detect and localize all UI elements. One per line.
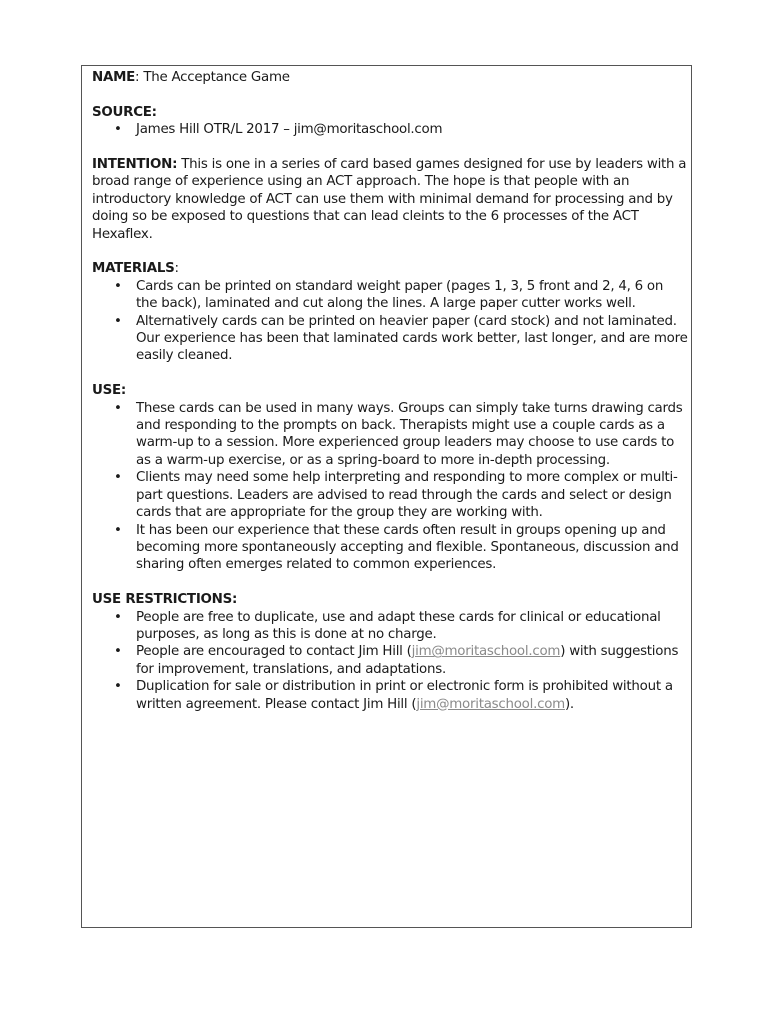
document-body xyxy=(92,69,688,730)
restrictions-item xyxy=(92,643,688,678)
restrictions-section xyxy=(92,591,688,713)
restrictions-text: ) with suggestions for improvement, translations, and adaptations. xyxy=(136,644,679,677)
use-list xyxy=(92,400,688,574)
restrictions-list xyxy=(92,609,688,713)
materials-heading-line xyxy=(92,260,688,277)
materials-heading: MATERIALS xyxy=(92,261,175,277)
name-label: NAME xyxy=(92,70,136,85)
intention-paragraph xyxy=(92,156,688,243)
intention-label: INTENTION: xyxy=(92,157,178,172)
use-item: • Clients may need some help interpreting and responding to more complex or multi-part questions. Leaders are advised to read through the cards and select or design cards that are appropriate for the group they are working with. xyxy=(92,469,688,521)
email-link[interactable]: jim@moritaschool.com xyxy=(411,644,561,660)
use-section xyxy=(92,382,688,573)
source-item: • James Hill OTR/L 2017 – jim@moritaschool.com xyxy=(92,121,688,138)
restrictions-text: People are encouraged to contact Jim Hill ( xyxy=(136,644,412,660)
name-line xyxy=(92,69,688,86)
email-link[interactable]: jim@moritaschool.com xyxy=(416,696,565,712)
materials-item: • Cards can be printed on standard weight paper (pages 1, 3, 5 front and 2, 4, 6 on the back), laminated and cut along the lines. A large paper cutter works well. xyxy=(92,278,688,313)
use-item: • These cards can be used in many ways. Groups can simply take turns drawing cards and responding to the prompts on back. Therapists might use a couple cards as a warm-up to a session. More experienced group leaders may choose to use cards to as a warm-up exercise, or as a spring-board to more in-depth processing. xyxy=(92,400,688,470)
materials-list xyxy=(92,278,688,365)
name-section xyxy=(92,69,688,86)
source-section xyxy=(92,104,688,139)
use-item: • It has been our experience that these cards often result in groups opening up and becoming more spontaneously accepting and flexible. Spontaneous, discussion and sharing often emerges related to common experiences. xyxy=(92,522,688,574)
name-value: : The Acceptance Game xyxy=(135,70,290,85)
source-heading: SOURCE: xyxy=(92,104,157,120)
materials-colon: : xyxy=(174,261,179,277)
materials-item: • Alternatively cards can be printed on heavier paper (card stock) and not laminated. Our experience has been that laminated cards work better, last longer, and are more easily cleaned. xyxy=(92,313,688,365)
use-heading: USE: xyxy=(92,383,127,399)
restrictions-text: Duplication for sale or distribution in print or electronic form is prohibited without a written agreement. Please contact Jim Hill ( xyxy=(136,679,673,712)
restrictions-heading: USE RESTRICTIONS: xyxy=(92,592,238,608)
materials-section xyxy=(92,260,688,364)
restrictions-text: ). xyxy=(564,696,574,712)
restrictions-item xyxy=(92,678,688,713)
intention-section xyxy=(92,156,688,243)
intention-text: This is one in a series of card based games designed for use by leaders with a broad range of experience using an ACT approach. The hope is that people with an introductory knowledge of ACT can use them with minimal demand for processing and by doing so be exposed to questions that can lead cleints to the 6 processes of the ACT Hexaflex. xyxy=(92,157,687,242)
restrictions-item: • People are free to duplicate, use and adapt these cards for clinical or educational purposes, as long as this is done at no charge. xyxy=(92,609,688,644)
source-list xyxy=(92,121,688,138)
